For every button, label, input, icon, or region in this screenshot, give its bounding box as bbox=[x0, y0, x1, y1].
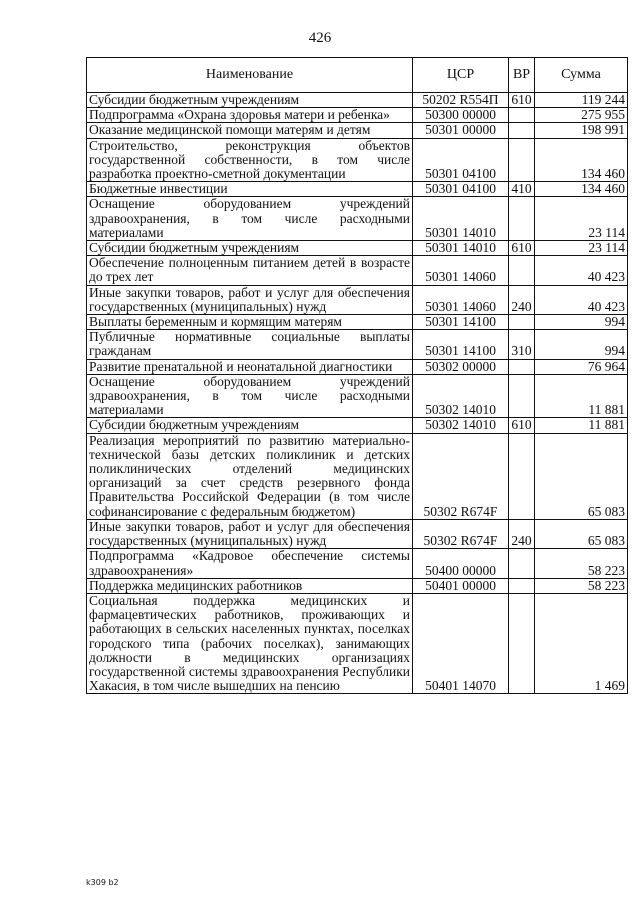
row-csr: 50400 00000 bbox=[413, 549, 509, 578]
row-csr: 50202 R554П bbox=[413, 93, 509, 108]
row-name: Развитие пренатальной и неонатальной диагностики bbox=[87, 359, 413, 374]
row-vr bbox=[509, 123, 535, 138]
page-number: 426 bbox=[308, 30, 332, 46]
row-vr bbox=[509, 593, 535, 693]
row-name: Оснащение оборудованием учреждений здравоохранения, в том числе расходными материалами bbox=[87, 374, 413, 418]
table-row bbox=[87, 593, 628, 693]
row-csr: 50301 14060 bbox=[413, 256, 509, 285]
header-sum: Сумма bbox=[535, 58, 628, 93]
row-csr: 50302 R674F bbox=[413, 433, 509, 519]
row-vr bbox=[509, 108, 535, 123]
table-row bbox=[87, 433, 628, 519]
table-row bbox=[87, 578, 628, 593]
row-name: Субсидии бюджетным учреждениям bbox=[87, 241, 413, 256]
row-csr: 50302 R674F bbox=[413, 519, 509, 548]
row-csr: 50301 14010 bbox=[413, 241, 509, 256]
table-row bbox=[87, 418, 628, 433]
row-vr bbox=[509, 256, 535, 285]
row-csr: 50301 04100 bbox=[413, 182, 509, 197]
row-csr: 50301 14100 bbox=[413, 330, 509, 359]
row-sum: 11 881 bbox=[535, 418, 628, 433]
table-row bbox=[87, 359, 628, 374]
row-vr: 240 bbox=[509, 285, 535, 314]
row-vr bbox=[509, 374, 535, 418]
row-sum: 40 423 bbox=[535, 285, 628, 314]
table-header-row bbox=[87, 58, 628, 93]
row-sum: 76 964 bbox=[535, 359, 628, 374]
row-sum: 1 469 bbox=[535, 593, 628, 693]
row-sum: 23 114 bbox=[535, 197, 628, 241]
row-name: Субсидии бюджетным учреждениям bbox=[87, 418, 413, 433]
row-csr: 50302 00000 bbox=[413, 359, 509, 374]
row-name: Подпрограмма «Охрана здоровья матери и ребенка» bbox=[87, 108, 413, 123]
row-name: Бюджетные инвестиции bbox=[87, 182, 413, 197]
table-row bbox=[87, 123, 628, 138]
table-row bbox=[87, 549, 628, 578]
row-vr bbox=[509, 138, 535, 182]
header-name: Наименование bbox=[87, 58, 413, 93]
table-row bbox=[87, 374, 628, 418]
row-vr bbox=[509, 197, 535, 241]
row-vr: 610 bbox=[509, 241, 535, 256]
row-vr bbox=[509, 433, 535, 519]
row-csr: 50300 00000 bbox=[413, 108, 509, 123]
header-vr: ВР bbox=[509, 58, 535, 93]
row-csr: 50302 14010 bbox=[413, 418, 509, 433]
row-sum: 58 223 bbox=[535, 578, 628, 593]
row-name: Субсидии бюджетным учреждениям bbox=[87, 93, 413, 108]
table-row bbox=[87, 519, 628, 548]
row-name: Оказание медицинской помощи матерям и детям bbox=[87, 123, 413, 138]
row-vr: 240 bbox=[509, 519, 535, 548]
row-csr: 50302 14010 bbox=[413, 374, 509, 418]
row-vr bbox=[509, 578, 535, 593]
row-sum: 65 083 bbox=[535, 433, 628, 519]
row-vr bbox=[509, 549, 535, 578]
row-name: Строительство, реконструкция объектов государственной собственности, в том числе разработка проектно-сметной документации bbox=[87, 138, 413, 182]
row-csr: 50401 00000 bbox=[413, 578, 509, 593]
row-name: Обеспечение полноценным питанием детей в возрасте до трех лет bbox=[87, 256, 413, 285]
row-name: Оснащение оборудованием учреждений здравоохранения, в том числе расходными материалами bbox=[87, 197, 413, 241]
row-sum: 134 460 bbox=[535, 138, 628, 182]
row-csr: 50401 14070 bbox=[413, 593, 509, 693]
table-row bbox=[87, 285, 628, 314]
row-name: Социальная поддержка медицинских и фармацевтических работников, проживающих и работающих в сельских населенных пунктах, поселках городского типа (рабочих поселках), занимающих должности в медицинских организациях государственной системы здравоохранения Республики Хакасия, в том числе вышедших на пенсию bbox=[87, 593, 413, 693]
table-row bbox=[87, 182, 628, 197]
row-sum: 58 223 bbox=[535, 549, 628, 578]
table-row bbox=[87, 330, 628, 359]
row-csr: 50301 04100 bbox=[413, 138, 509, 182]
row-csr: 50301 14010 bbox=[413, 197, 509, 241]
row-vr bbox=[509, 315, 535, 330]
row-vr: 610 bbox=[509, 418, 535, 433]
row-vr: 410 bbox=[509, 182, 535, 197]
row-name: Выплаты беременным и кормящим матерям bbox=[87, 315, 413, 330]
row-sum: 40 423 bbox=[535, 256, 628, 285]
table-row bbox=[87, 93, 628, 108]
row-vr: 610 bbox=[509, 93, 535, 108]
row-sum: 134 460 bbox=[535, 182, 628, 197]
table-row bbox=[87, 315, 628, 330]
row-sum: 23 114 bbox=[535, 241, 628, 256]
table-row bbox=[87, 256, 628, 285]
table-row bbox=[87, 241, 628, 256]
row-name: Реализация мероприятий по развитию материально-технической базы детских поликлиник и детских поликлинических отделений медицинских организаций за счет средств резервного фонда Правительства Российской Федерации (в том числе софинансирование с федеральным бюджетом) bbox=[87, 433, 413, 519]
row-sum: 65 083 bbox=[535, 519, 628, 548]
row-sum: 275 955 bbox=[535, 108, 628, 123]
table-row bbox=[87, 138, 628, 182]
row-sum: 119 244 bbox=[535, 93, 628, 108]
table-row bbox=[87, 197, 628, 241]
row-vr bbox=[509, 359, 535, 374]
row-csr: 50301 14100 bbox=[413, 315, 509, 330]
row-vr: 310 bbox=[509, 330, 535, 359]
row-sum: 198 991 bbox=[535, 123, 628, 138]
budget-table bbox=[86, 57, 628, 694]
header-csr: ЦСР bbox=[413, 58, 509, 93]
row-name: Публичные нормативные социальные выплаты гражданам bbox=[87, 330, 413, 359]
row-sum: 11 881 bbox=[535, 374, 628, 418]
row-csr: 50301 00000 bbox=[413, 123, 509, 138]
row-sum: 994 bbox=[535, 330, 628, 359]
row-name: Поддержка медицинских работников bbox=[87, 578, 413, 593]
row-name: Иные закупки товаров, работ и услуг для обеспечения государственных (муниципальных) нужд bbox=[87, 519, 413, 548]
row-name: Подпрограмма «Кадровое обеспечение системы здравоохранения» bbox=[87, 549, 413, 578]
row-sum: 994 bbox=[535, 315, 628, 330]
row-csr: 50301 14060 bbox=[413, 285, 509, 314]
footer-code: k309 b2 bbox=[86, 878, 119, 887]
row-name: Иные закупки товаров, работ и услуг для обеспечения государственных (муниципальных) нужд bbox=[87, 285, 413, 314]
table-row bbox=[87, 108, 628, 123]
